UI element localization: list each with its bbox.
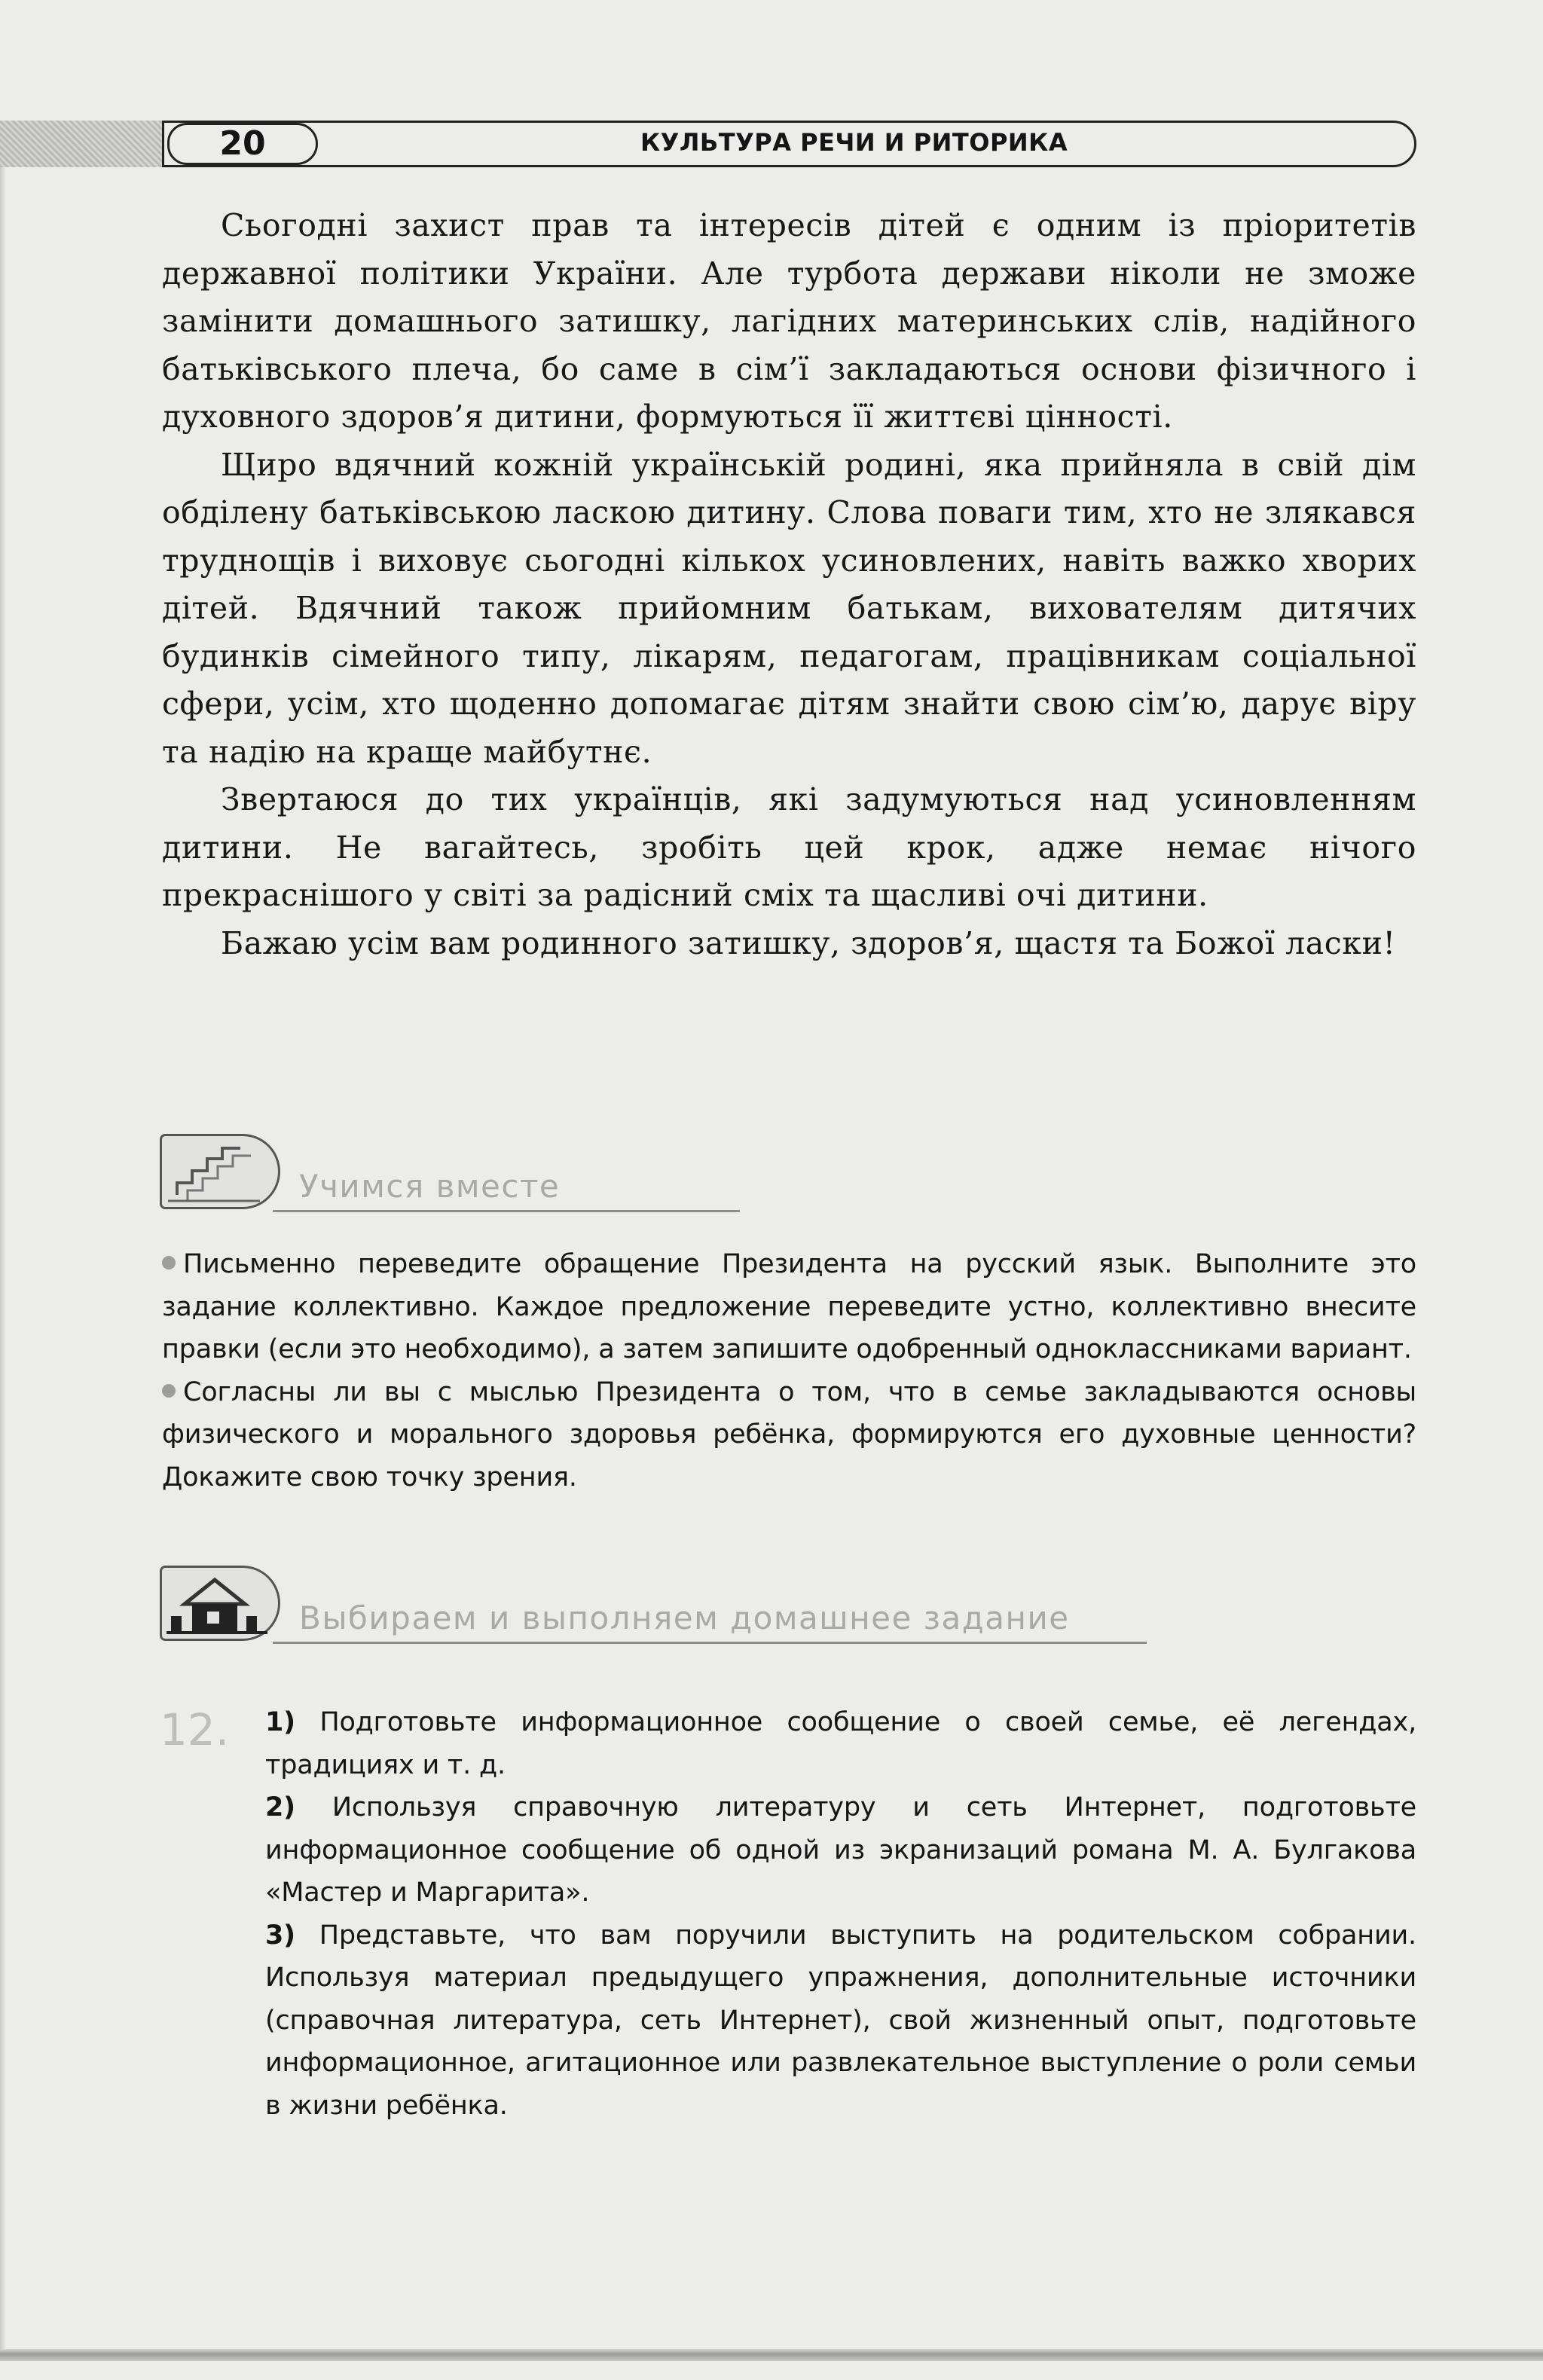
section-underline bbox=[273, 1642, 1147, 1644]
exercise-number: 12. bbox=[160, 1704, 230, 1755]
page-bottom-edge bbox=[0, 2349, 1543, 2361]
house-icon bbox=[160, 1566, 280, 1641]
section-title: Учимся вместе bbox=[299, 1168, 561, 1205]
list-item bbox=[162, 1371, 1416, 1499]
running-title: КУЛЬТУРА РЕЧИ И РИТОРИКА bbox=[640, 128, 1068, 157]
paragraph: Щиро вдячний кожній українській родині, яка прийняла в свій дім обділену батьківською ласкою дитину. Слова поваги тим, хто не злякався труднощів і виховує сьогодні кількох усиновлених, навіть важко хворих дітей. Вдячний також прийомним батькам, вихователям дитячих будинків сімейного типу, лікарям, педагогам, працівникам соціальної сфери, усім, хто щоденно допомагає дітям знайти свою сім’ю, дарує віру та надію на краще майбутнє. bbox=[162, 446, 1416, 770]
task-item bbox=[265, 1786, 1416, 1914]
section-homework bbox=[160, 1566, 1139, 1648]
task-number: 2) bbox=[265, 1792, 295, 1822]
section-title: Выбираем и выполняем домашнее задание bbox=[299, 1599, 1070, 1636]
paragraph: Звертаюся до тих українців, які задумуються над усиновленням дитини. Не вагайтесь, зробіть цей крок, адже немає нічого прекраснішого у світі за радісний сміх та щасливі очі дитини. bbox=[162, 781, 1416, 913]
list-item bbox=[162, 1243, 1416, 1371]
list-item-text: Письменно переведите обращение Президента на русский язык. Выполните это задание коллективно. Каждое предложение переведите устно, коллективно внесите правки (если это необходимо), а затем запишите одобренный одноклассниками вариант. bbox=[162, 1249, 1416, 1364]
bullet-icon bbox=[162, 1256, 176, 1269]
paragraph: Бажаю усім вам родинного затишку, здоров’я, щастя та Божої ласки! bbox=[221, 924, 1396, 961]
task-text: Используя справочную литературу и сеть Интернет, подготовьте информационное сообщение об одной из экранизаций романа М. А. Булгакова «Мастер и Маргарита». bbox=[265, 1792, 1416, 1908]
header-corner-pattern bbox=[0, 121, 173, 167]
task-text: Представьте, что вам поручили выступить на родительском собрании. Используя материал предыдущего упражнения, дополнительные источники (справочная литература, сеть Интернет), свой жизненный опыт, подготовьте информационное, агитационное или развлекательное выступление о роли семьи в жизни ребёнка. bbox=[265, 1920, 1416, 2121]
bullet-icon bbox=[162, 1384, 176, 1398]
page-number: 20 bbox=[167, 123, 318, 165]
task-item bbox=[265, 1701, 1416, 1786]
homework-tasks bbox=[265, 1701, 1416, 2127]
stairs-icon bbox=[160, 1134, 280, 1209]
page-left-edge bbox=[0, 166, 6, 2351]
task-number: 3) bbox=[265, 1920, 295, 1951]
task-number: 1) bbox=[265, 1707, 295, 1737]
task-text: Подготовьте информационное сообщение о своей семье, её легендах, традициях и т. д. bbox=[265, 1707, 1416, 1780]
paragraph: Сьогодні захист прав та інтересів дітей є одним із пріоритетів державної політики України. Але турбота держави ніколи не зможе замінити домашнього затишку, лагідних материнських слів, надійного батьківського плеча, бо саме в сім’ї закладаються основи фізичного і духовного здоров’я дитини, формуються її життєві цінності. bbox=[162, 207, 1416, 435]
section-learn-together bbox=[160, 1134, 1139, 1217]
address-text bbox=[162, 202, 1416, 967]
list-item-text: Согласны ли вы с мыслью Президента о том, что в семье закладываются основы физического и морального здоровья ребёнка, формируются его духовные ценности? Докажите свою точку зрения. bbox=[162, 1376, 1416, 1492]
section-underline bbox=[273, 1210, 740, 1212]
learn-tasks bbox=[162, 1243, 1416, 1499]
task-item bbox=[265, 1914, 1416, 2128]
